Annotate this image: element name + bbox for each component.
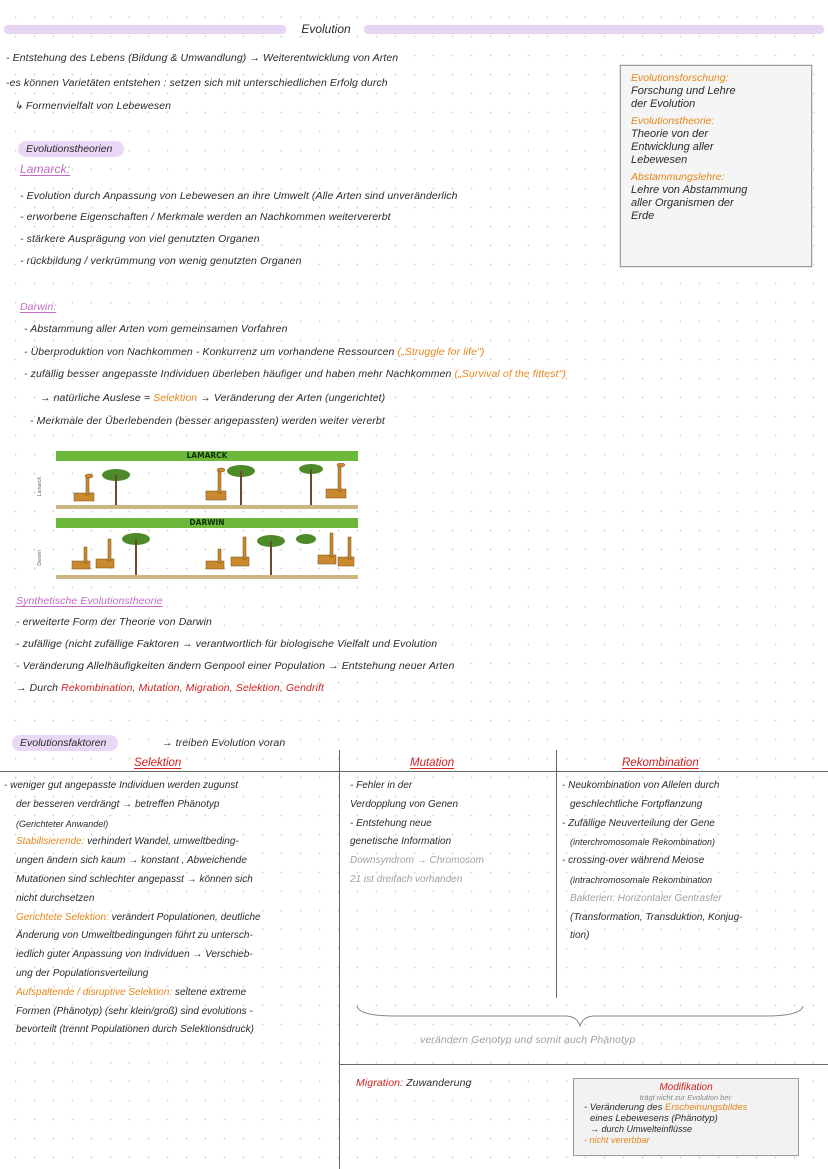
darwin-point: → natürliche Auslese = Selektion → Veränderung der Arten (ungerichtet) xyxy=(40,392,386,404)
theories-heading: Evolutionstheorien xyxy=(18,141,124,157)
mutation-text: - Fehler in der Verdopplung von Genen - Entstehung neue genetische Information Downsyndrom → Chromosom 21 ist dreifach vorhanden xyxy=(350,780,484,885)
selektion-column-title: Selektion xyxy=(134,757,182,769)
darwin-point: - Abstammung aller Arten vom gemeinsamen Vorfahren xyxy=(24,323,288,335)
definition-term: Abstammungslehre: xyxy=(631,171,725,183)
brace-note: verändern Genotyp und somit auch Phänotyp xyxy=(420,1034,636,1046)
table-divider-2 xyxy=(556,750,557,998)
lamarck-giraffes-image xyxy=(56,463,358,509)
page-title: Evolution xyxy=(301,22,351,36)
modification-subtitle: trägt nicht zur Evolution bei: xyxy=(639,1093,733,1102)
definition-text: Lehre von Abstammung aller Organismen der Erde xyxy=(631,184,748,222)
selektion-text: - weniger gut angepasste Individuen werden zugunst der besseren verdrängt → betreffen Phänotyp (Gerichteter Anwandel) Stabilisierende: verhindert Wandel, umweltbeding- ungen ändern sich kaum → konstant , Abweichende Mutationen sind schlechter angepasst → können sich nicht durchsetzen Gerichtete Selektion: verändert Populationen, deutliche Änderung von Umweltbedingungen führt zu untersch- iedlich guter Anpassung von Individuen → Verschieb- ung der Populationsverteilung Aufspaltende / disruptive Selektion: seltene extreme Formen (Phänotyp) (sehr klein/groß) sind evolutions - bevorteilt (trennt Populationen durch Selektionsdruck) xyxy=(4,780,261,1036)
brace xyxy=(355,1004,805,1028)
side-label: Lamarck xyxy=(37,477,43,497)
lamarck-point: - stärkere Ausprägung von viel genutzten Organen xyxy=(20,233,260,245)
lamarck-point: - rückbildung / verkrümmung von wenig genutzten Organen xyxy=(20,255,302,267)
darwin-point: - Merkmale der Überlebenden (besser angepassten) werden weiter vererbt xyxy=(30,415,385,427)
modification-box: Modifikation trägt nicht zur Evolution bei: - Veränderung des Erscheinungsbildes eines Lebewesens (Phänotyp) → durch Umwelteinflüsse - nicht vererbbar xyxy=(573,1078,799,1156)
darwin-label: DARWIN xyxy=(56,518,358,528)
synthetic-heading: Synthetische Evolutionstheorie xyxy=(16,595,163,607)
definition-term: Evolutionsforschung: xyxy=(631,72,729,84)
synthetic-point: → Durch Rekombination, Mutation, Migration, Selektion, Gendrift xyxy=(16,682,325,694)
lamarck-point: - Evolution durch Anpassung von Lebewesen an ihre Umwelt (Alle Arten sind unveränderlich xyxy=(20,190,458,202)
synthetic-point: - erweiterte Form der Theorie von Darwin xyxy=(16,616,212,628)
table-divider-1 xyxy=(339,750,340,1169)
table-header-rule xyxy=(0,771,828,772)
synthetic-point: - Veränderung Allelhäufigkeiten ändern Genpool einer Population → Entstehung neuer Arten xyxy=(16,660,455,672)
table-bottom-rule xyxy=(339,1064,828,1065)
factors-heading: Evolutionsfaktoren xyxy=(12,735,118,751)
synthetic-point: - zufällige (nicht zufällige Faktoren → verantwortlich für biologische Vielfalt und Evolution xyxy=(16,638,438,650)
rekombination-column-title: Rekombination xyxy=(622,757,699,769)
darwin-giraffes-image xyxy=(56,531,358,579)
definitions-box xyxy=(620,65,812,267)
darwin-point: - zufällig besser angepasste Individuen überleben häufiger und haben mehr Nachkommen („Survival of the fittest") xyxy=(24,368,566,380)
darwin-heading: Darwin: xyxy=(20,301,57,313)
darwin-point: - Überproduktion von Nachkommen - Konkurrenz um vorhandene Ressourcen („Struggle for life") xyxy=(24,346,485,358)
intro-line-1: - Entstehung des Lebens (Bildung & Umwandlung) → Weiterentwicklung von Arten xyxy=(6,52,399,64)
mutation-column-title: Mutation xyxy=(410,757,455,769)
migration-row: Migration: Zuwanderung xyxy=(356,1077,472,1089)
definition-text: Theorie von der Entwicklung aller Lebewesen xyxy=(631,128,714,166)
factors-heading-note: → treiben Evolution voran xyxy=(162,737,286,749)
definition-term: Evolutionstheorie: xyxy=(631,115,715,127)
lamarck-label: LAMARCK xyxy=(56,451,358,461)
intro-line-2: -es können Varietäten entstehen : setzen sich mit unterschiedlichen Erfolg durch xyxy=(6,77,388,89)
title-highlight-right xyxy=(364,25,824,34)
definition-text: Forschung und Lehre der Evolution xyxy=(631,85,736,110)
lamarck-heading: Lamarck: xyxy=(20,162,71,176)
rekombination-text: - Neukombination von Allelen durch geschlechtliche Fortpflanzung - Zufällige Neuverteilung der Gene (interchromosomale Rekombination) - crossing-over während Meiose (intrachromosomale Rekombination Bakterien: Horizontaler Gentrasfer (Transformation, Transduktion, Konjug- tion) xyxy=(562,780,743,942)
lamarck-point: - erworbene Eigenschaften / Merkmale werden an Nachkommen weitervererbt xyxy=(20,211,391,223)
intro-line-3: ↳ Formenvielfalt von Lebewesen xyxy=(14,100,172,112)
side-label: Darwin xyxy=(37,550,43,566)
modification-title: Modifikation xyxy=(659,1082,713,1093)
lamarck-darwin-figure xyxy=(35,447,365,582)
title-highlight-left xyxy=(4,25,286,34)
